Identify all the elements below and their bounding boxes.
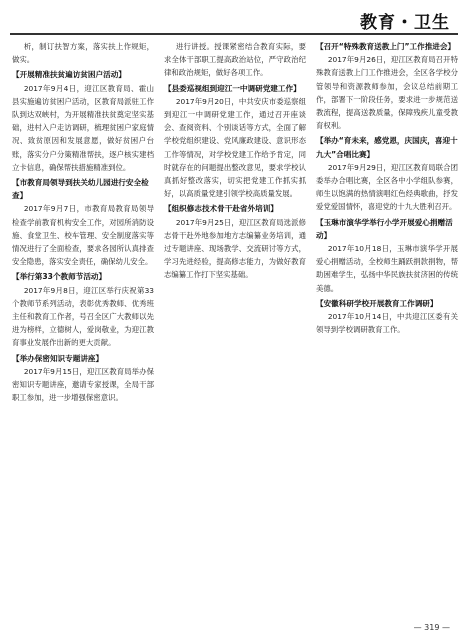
page-number: — 319 — — [413, 623, 450, 632]
article-section — [316, 40, 458, 132]
article-section — [164, 202, 306, 281]
section-title: 【组织修志技术骨干赴省外培训】 — [164, 204, 278, 214]
article-section — [164, 82, 306, 201]
section-title: 【举办保密知识专题讲座】 — [12, 353, 104, 363]
article-columns — [12, 40, 458, 618]
article-section — [12, 40, 154, 66]
article-section — [316, 134, 458, 213]
column-2 — [164, 40, 306, 618]
column-3 — [316, 40, 458, 618]
article-section — [12, 270, 154, 349]
section-paragraph: 2017年9月8日，迎江区举行庆祝第33个教师节系列活动，表彰优秀教师、优秀班主任和教育工作者，号召全区广大教师以先进为榜样，立德树人，爱岗敬业，为迎江教育事业发展作出新的更大贡献。 — [12, 285, 154, 348]
section-paragraph: 2017年9月7日，市教育局教育局领导检查学前教育机构安全工作，对园所消防设施、食堂卫生、校车管理、安全制度落实等情况进行了全面检查，要求各园所认真排查安全隐患，落实安全责任，确保幼儿安全。 — [12, 204, 154, 267]
article-section — [12, 176, 154, 268]
section-paragraph: 析，制订扶智方案，落实扶上作规矩，做实。 — [12, 42, 154, 65]
section-title: 【举行第33个教师节活动】 — [12, 272, 107, 282]
section-paragraph: 2017年9月15日，迎江区教育局举办保密知识专题讲座，邀请专家授课，全局干部职工参加，进一步增强保密意识。 — [12, 366, 154, 403]
section-title: 【开展精准扶贫遍访贫困户活动】 — [12, 70, 126, 80]
article-section — [12, 68, 154, 174]
section-paragraph: 2017年9月4日，迎江区教育局、霍山县实施遍访贫困户活动，区教育局派驻工作队到达双峡村，为开展精准扶贫奠定坚实基础，进村入户走访调研，梳理贫困户家庭情况、致贫原因和发展意愿，做好贫困户台账，落实分户分策精准帮扶，逐户核实建档立卡信息，确保帮扶措施精准到位。 — [12, 83, 154, 172]
section-title: 【玉琳市演华学举行小学开展爱心捐赠活动】 — [316, 217, 453, 240]
section-title: 【举办“育未来，感党恩，庆国庆，喜迎十九大”合唱比赛】 — [316, 136, 458, 159]
section-paragraph: 2017年9月26日，迎江区教育局召开特殊教育送教上门工作推进会，全区各学校分管领导和资源教师参加，会议总结前期工作，部署下一阶段任务，要求进一步规范送教流程，提高送教质量，保障残疾儿童受教育权利。 — [316, 55, 458, 131]
section-paragraph: 进行讲授。授课紧密结合教育实际，要求全体干部职工提高政治站位，严守政治纪律和政治规矩，做好各项工作。 — [164, 42, 306, 78]
section-paragraph: 2017年10月14日，中共迎江区委有关领导到学校调研教育工作。 — [316, 312, 458, 335]
article-section — [316, 297, 458, 337]
article-section — [316, 216, 458, 295]
article-section — [164, 40, 306, 80]
section-title: 【召开“特殊教育送教上门”工作推进会】 — [316, 42, 456, 51]
header-rule — [10, 33, 458, 35]
page-header-title: 教育・卫生 — [360, 13, 450, 33]
section-paragraph: 2017年9月20日，中共安庆市委巡察组到迎江一中调研党建工作，通过召开座谈会、查阅资料、个别谈话等方式，全面了解学校党组织建设、党风廉政建设、意识形态工作等情况，对学校党建工作给予肯定，同时就存在的问题提出整改意见，要求学校认真抓好整改落实，切实把党建工作抓实抓好，以高质量党建引领学校高质量发展。 — [164, 96, 306, 199]
article-section — [12, 352, 154, 405]
section-paragraph: 2017年10月18日，玉琳市演华学开展爱心捐赠活动，全校师生踊跃捐款捐物，帮助困难学生，弘扬中华民族扶贫济困的传统美德。 — [316, 244, 458, 293]
section-paragraph: 2017年9月25日，迎江区教育局选派修志骨干赴外地参加地方志编纂业务培训，通过专题讲座、现场教学、交流研讨等方式，学习先进经验，提高修志能力，为做好教育志编纂工作打下坚实基础。 — [164, 217, 306, 280]
section-paragraph: 2017年9月29日，迎江区教育局联合团委举办合唱比赛，全区各中小学组队参赛，师生以饱满的热情演唱红色经典歌曲，抒发爱党爱国情怀，喜迎党的十九大胜利召开。 — [316, 162, 458, 212]
column-1 — [12, 40, 154, 618]
section-title: 【安徽科研学校开展教育工作调研】 — [316, 298, 438, 308]
section-title: 【市教育局领导到扶关幼儿园进行安全检查】 — [12, 178, 149, 201]
section-title: 【县委巡视组到迎江一中调研党建工作】 — [164, 83, 301, 93]
